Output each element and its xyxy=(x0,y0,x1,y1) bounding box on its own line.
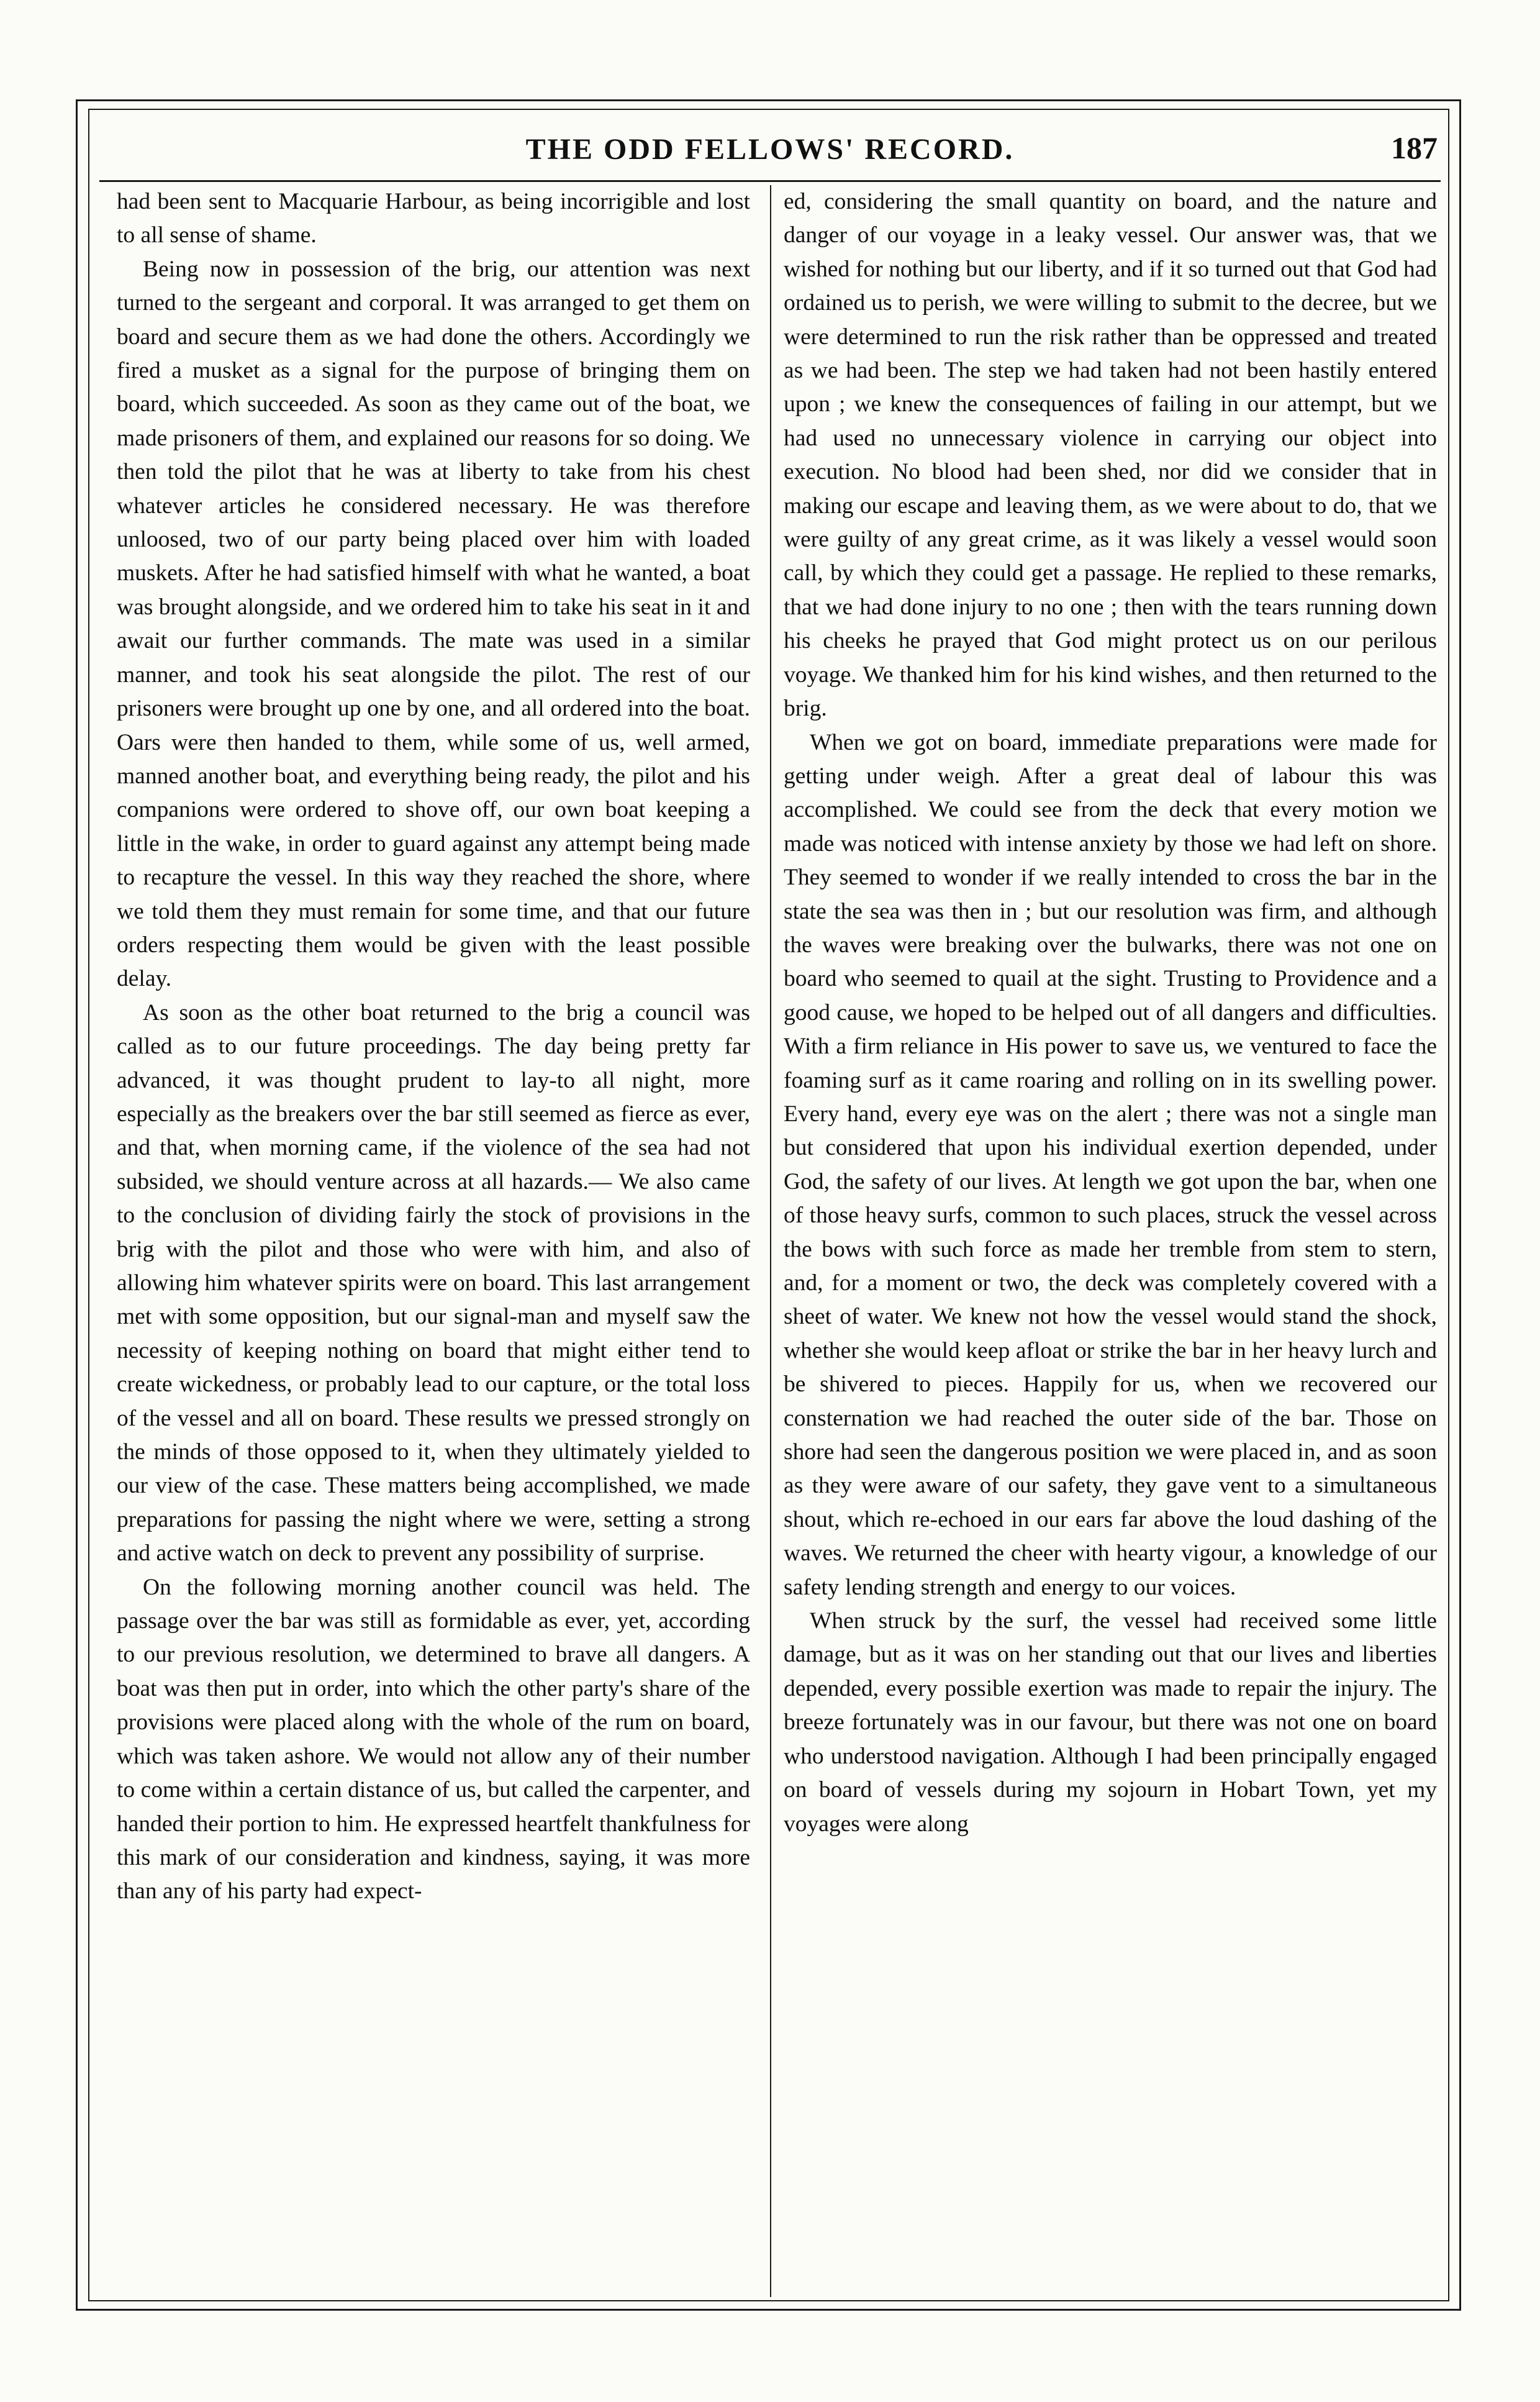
paragraph: When we got on board, immediate preparations were made for getting under weigh. After a great deal of labour this was accomplished. We could see from the deck that every motion we made was noticed with intense anxiety by those we had left on shore. They seemed to wonder if we really intended to cross the bar in the state the sea was then in ; but our resolution was firm, and although the waves were breaking over the bulwarks, there was not one on board who seemed to quail at the sight. Trusting to Providence and a good cause, we hoped to be helped out of all dangers and difficulties. With a firm reliance in His power to save us, we ventured to face the foaming surf as it came roaring and rolling on in its swelling power. Every hand, every eye was on the alert ; there was not a single man but considered that upon his individual exertion depended, under God, the safety of our lives. At length we got upon the bar, when one of those heavy surfs, common to such places, struck the vessel across the bows with such force as made her tremble from stem to stern, and, for a moment or two, the deck was completely covered with a sheet of water. We knew not how the vessel would stand the shock, whether she would keep afloat or strike the bar in her heavy lurch and be shivered to pieces. Happily for us, when we recovered our consternation we had reached the outer side of the bar. Those on shore had seen the dangerous position we were placed in, and as soon as they were aware of our safety, they gave vent to a simultaneous shout, which re-echoed in our ears far above the loud dashing of the waves. We returned the cheer with hearty vigour, a knowledge of our safety lending strength and energy to our voices. xyxy=(784,729,1437,1600)
border-right-inner xyxy=(1448,109,1449,2301)
right-column xyxy=(784,185,1437,1841)
header-rule xyxy=(99,180,1441,182)
border-top-inner xyxy=(88,109,1449,110)
paragraph: On the following morning another council was held. The passage over the bar was still as formidable as ever, yet, according to our previous resolution, we determined to brave all dangers. A boat was then put in order, into which the other party's share of the provisions were placed along with the whole of the rum on board, which was taken ashore. We would not allow any of their number to come within a certain distance of us, but called the carpenter, and handed their portion to him. He expressed heartfelt thankfulness for this mark of our consideration and kindness, saying, it was more than any of his party had expect- xyxy=(117,1574,750,1904)
paragraph: Being now in possession of the brig, our attention was next turned to the sergeant and corporal. It was arranged to get them on board and secure them as we had done the others. Accordingly we fired a musket as a signal for the purpose of bringing them on board, which succeeded. As soon as they came out of the boat, we made prisoners of them, and explained our reasons for so doing. We then told the pilot that he was at liberty to take from his chest whatever articles he considered necessary. He was therefore unloosed, two of our party being placed over him with loaded muskets. After he had satisfied himself with what he wanted, a boat was brought alongside, and we ordered him to take his seat in it and await our further commands. The mate was used in a similar manner, and took his seat alongside the pilot. The rest of our prisoners were brought up one by one, and all ordered into the boat. Oars were then handed to them, while some of us, well armed, manned another boat, and everything being ready, the pilot and his companions were ordered to shove off, our own boat keeping a little in the wake, in order to guard against any attempt being made to recapture the vessel. In this way they reached the shore, where we told them they must remain for some time, and that our future orders respecting them would be given with the least possible delay. xyxy=(117,256,750,992)
paragraph: had been sent to Macquarie Harbour, as being incorrigible and lost to all sense of shame. xyxy=(117,189,750,248)
border-left-inner xyxy=(88,109,89,2301)
border-bottom-outer xyxy=(76,2309,1461,2311)
border-top-outer xyxy=(76,99,1461,101)
page-title: THE ODD FELLOWS' RECORD. xyxy=(525,133,1015,166)
left-column xyxy=(117,185,750,1909)
column-divider xyxy=(770,185,771,2297)
paragraph: As soon as the other boat returned to the brig a council was called as to our future proceedings. The day being pretty far advanced, it was thought prudent to lay-to all night, more especially as the breakers over the bar still seemed as fierce as ever, and that, when morning came, if the violence of the sea had not subsided, we should venture across at all hazards.— We also came to the conclusion of dividing fairly the stock of provisions in the brig with the pilot and those who were with him, and also of allowing him whatever spirits were on board. This last arrangement met with some opposition, but our signal-man and myself saw the necessity of keeping nothing on board that might either tend to create wickedness, or probably lead to our capture, or the total loss of the vessel and all on board. These results we pressed strongly on the minds of those opposed to it, when they ultimately yielded to our view of the case. These matters being accomplished, we made preparations for passing the night where we were, setting a strong and active watch on deck to prevent any possibility of surprise. xyxy=(117,999,750,1567)
border-left-outer xyxy=(76,99,78,2311)
border-bottom-inner xyxy=(88,2300,1449,2301)
border-right-outer xyxy=(1459,99,1461,2311)
page-number: 187 xyxy=(1391,130,1438,165)
paragraph: When struck by the surf, the vessel had received some little damage, but as it was on her standing out that our lives and liberties depended, every possible exertion was made to repair the injury. The breeze fortunately was in our favour, but there was not one on board who understood navigation. Although I had been principally engaged on board of vessels during my sojourn in Hobart Town, yet my voyages were along xyxy=(784,1608,1437,1837)
running-header xyxy=(102,127,1438,183)
paragraph: ed, considering the small quantity on board, and the nature and danger of our voyage in a leaky vessel. Our answer was, that we wished for nothing but our liberty, and if it so turned out that God had ordained us to perish, we were willing to submit to the decree, but we were determined to run the risk rather than be oppressed and treated as we had been. The step we had taken had not been hastily entered upon ; we knew the consequences of failing in our attempt, but we had used no unnecessary violence in carrying our object into execution. No blood had been shed, nor did we consider that in making our escape and leaving them, as we were about to do, that we were guilty of any great crime, as it was likely a vessel would soon call, by which they could get a passage. He replied to these remarks, that we had done injury to no one ; then with the tears running down his cheeks he prayed that God might protect us on our perilous voyage. We thanked him for his kind wishes, and then returned to the brig. xyxy=(784,189,1437,722)
